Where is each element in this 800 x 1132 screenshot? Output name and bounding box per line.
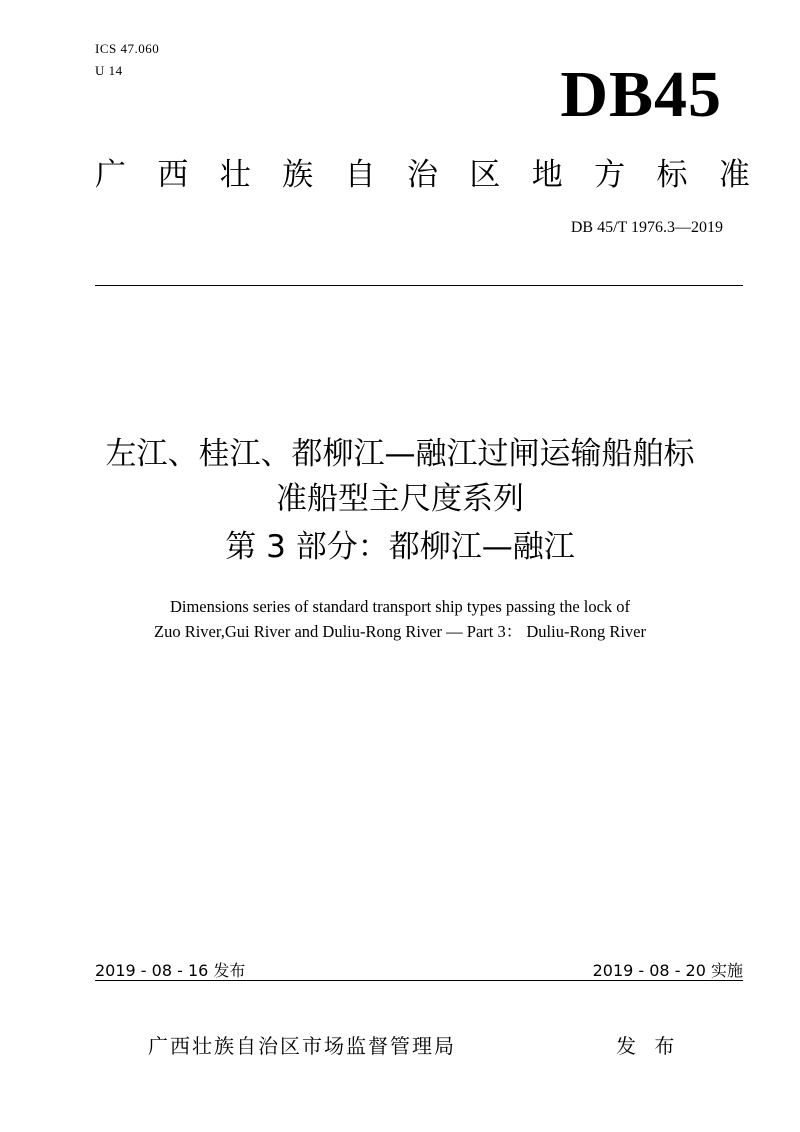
standard-type-char: 广 — [95, 157, 126, 193]
standard-type-title — [95, 155, 750, 195]
standard-type-char: 自 — [344, 157, 376, 193]
standard-type-char: 区 — [469, 157, 501, 193]
standard-type-char: 族 — [282, 157, 314, 193]
standard-type-char: 准 — [718, 157, 750, 193]
standard-type-char: 地 — [531, 157, 563, 193]
ics-code: ICS 47.060 — [95, 41, 160, 56]
standard-logo: DB45 — [560, 58, 722, 131]
standard-number: DB 45/T 1976.3—2019 — [570, 219, 723, 236]
title-zh-line-2: 准船型主尺度系列 — [276, 481, 524, 517]
issuing-authority: 广西壮族自治区市场监督管理局 — [148, 1034, 456, 1058]
standard-type-char: 标 — [656, 157, 688, 193]
title-zh-line-1: 左江、桂江、都柳江—融江过闸运输船舶标 — [105, 436, 695, 472]
ccs-code: U 14 — [95, 63, 123, 78]
title-en-line-2: Zuo River,Gui River and Duliu-Rong River — Part 3： Duliu-Rong River — [154, 622, 646, 641]
standard-type-char: 方 — [594, 157, 626, 193]
standard-type-char: 西 — [157, 157, 189, 193]
title-zh-line-3: 第 3 部分：都柳江—融江 — [225, 529, 575, 565]
standard-type-char: 壮 — [219, 157, 251, 193]
top-divider — [95, 285, 743, 286]
issue-label: 发 布 — [616, 1034, 681, 1058]
standard-type-char: 治 — [406, 157, 438, 193]
release-date: 2019 - 08 - 16 发布 — [95, 961, 246, 980]
bottom-divider — [95, 980, 743, 981]
title-en-line-1: Dimensions series of standard transport ship types passing the lock of — [169, 597, 631, 616]
implementation-date: 2019 - 08 - 20 实施 — [592, 961, 743, 980]
